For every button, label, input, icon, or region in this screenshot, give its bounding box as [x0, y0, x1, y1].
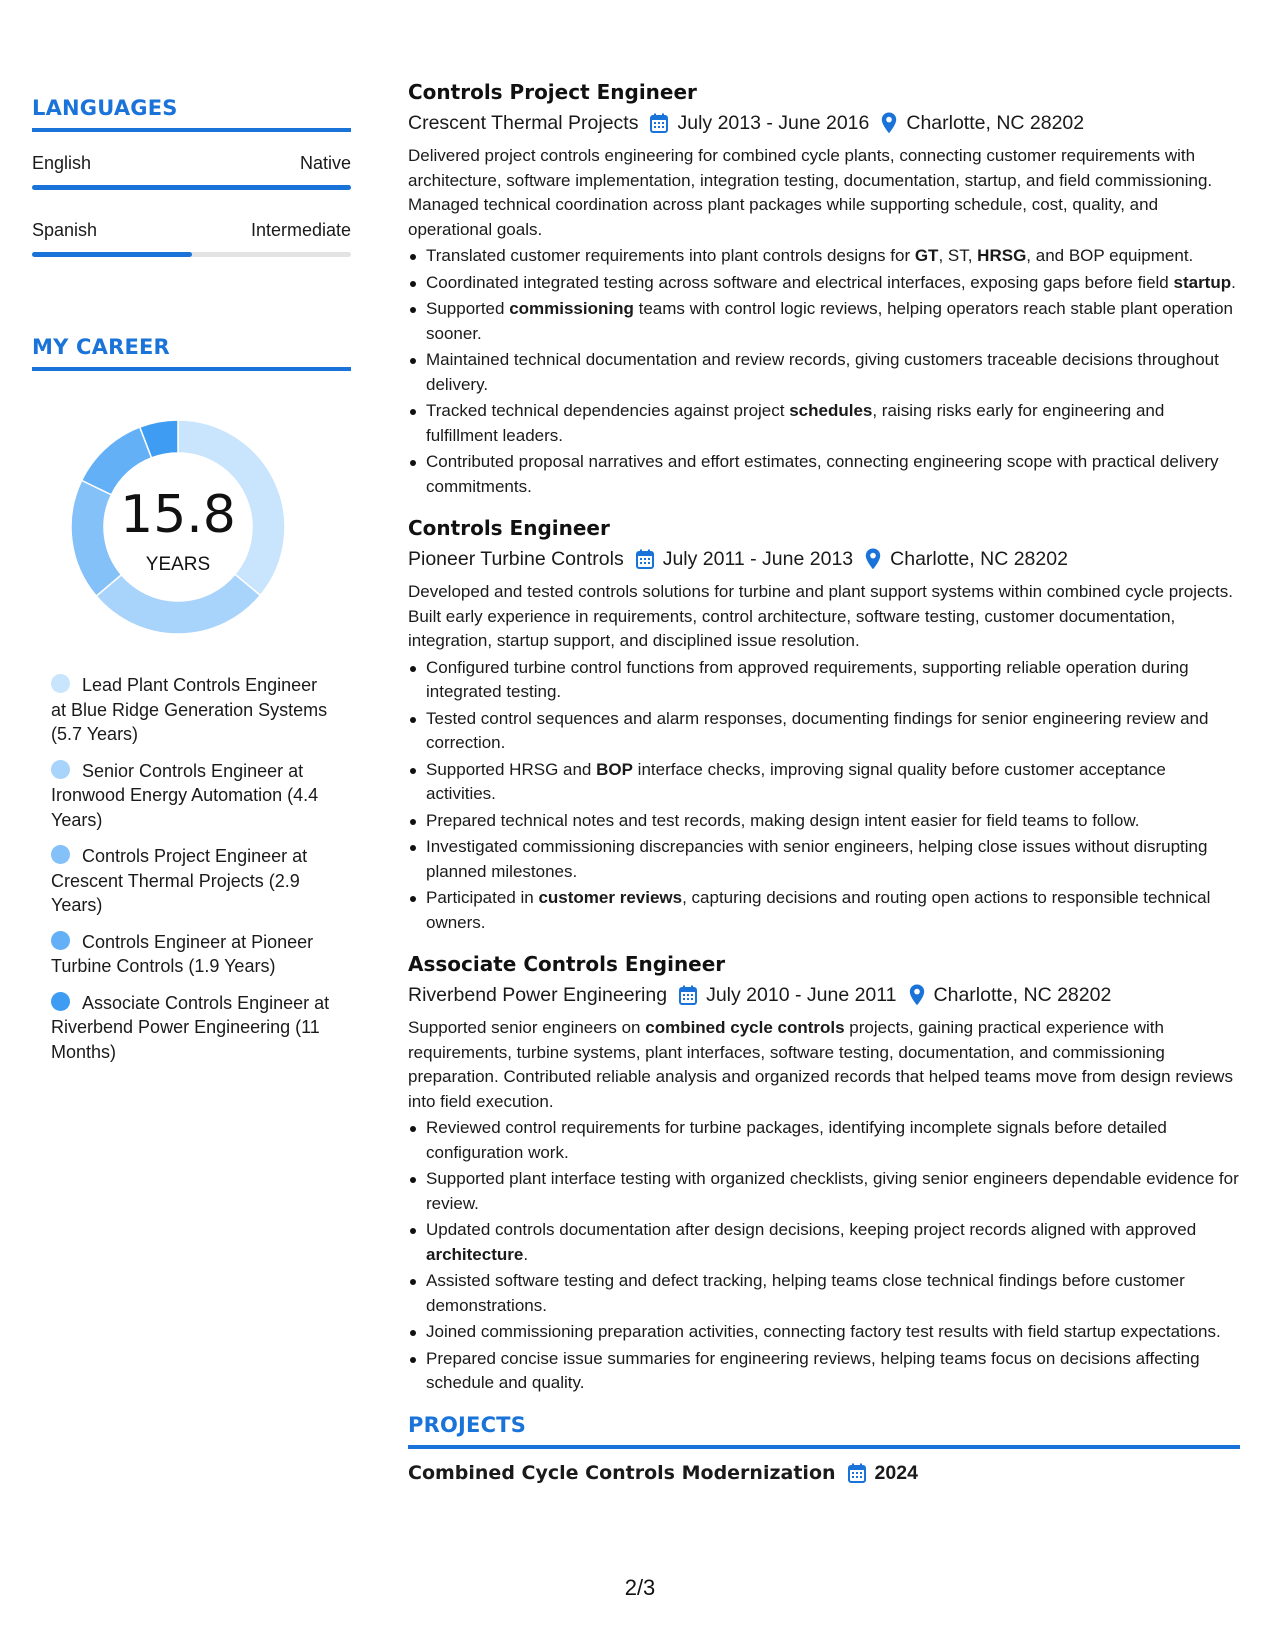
job-description: Delivered project controls engineering for combined cycle plants, connecting customer requirements with architecture, software implementation, integration testing, documentation, startup, and field commissioning. Managed technical coordination across plant packages while supporting schedule, cost, quality, and operational goals. [408, 146, 1213, 239]
legend-swatch [51, 845, 70, 864]
calendar-icon [848, 1463, 866, 1483]
job-dates: July 2013 - June 2016 [677, 112, 870, 134]
career-legend-item [51, 759, 332, 833]
main-content [408, 78, 1240, 1487]
language-name: Spanish [32, 220, 98, 240]
experience-bullet: Maintained technical documentation and review records, giving customers traceable decisions throughout delivery. [408, 348, 1240, 397]
project-item [408, 1459, 1240, 1487]
project-year: 2024 [874, 1461, 918, 1484]
language-level: Native [299, 153, 351, 173]
language-item [32, 218, 351, 257]
job-location: Charlotte, NC 28202 [933, 984, 1112, 1006]
legend-label: Controls Engineer at Pioneer Turbine Controls (1.9 Years) [51, 931, 314, 976]
experience-bullet: Tested control sequences and alarm responses, documenting findings for senior engineering review and correction. [408, 707, 1240, 756]
location-pin-icon [881, 112, 897, 134]
sidebar [32, 94, 351, 1076]
career-heading: MY CAREER [32, 335, 170, 359]
job-description: Developed and tested controls solutions for turbine and plant support systems within combined cycle projects. Built early experience in requirements, control architecture, software testing, customer documentation, integration, startup support, and disciplined issue resolution. [408, 582, 1233, 650]
job-dates: July 2011 - June 2013 [662, 548, 854, 570]
career-legend-item [51, 844, 332, 918]
career-legend [32, 673, 332, 1064]
job-location: Charlotte, NC 28202 [906, 112, 1085, 134]
job-bullets [408, 1116, 1240, 1396]
language-proficiency-bar [32, 252, 351, 257]
legend-swatch [51, 674, 70, 693]
language-item [32, 151, 351, 190]
language-proficiency-fill [32, 185, 351, 190]
legend-label: Senior Controls Engineer at Ironwood Energy Automation (4.4 Years) [51, 760, 319, 830]
language-proficiency-bar [32, 185, 351, 190]
projects-heading: PROJECTS [408, 1412, 527, 1437]
legend-label: Associate Controls Engineer at Riverbend Power Engineering (11 Months) [51, 992, 330, 1062]
career-rule [32, 367, 351, 371]
job-location: Charlotte, NC 28202 [890, 548, 1068, 570]
job-title: Controls Engineer [408, 516, 610, 540]
experience-bullet: Prepared technical notes and test records, making design intent easier for field teams to follow. [408, 809, 1240, 834]
company-name: Pioneer Turbine Controls [408, 548, 624, 570]
projects-rule [408, 1445, 1240, 1449]
experience-bullet: Supported HRSG and BOP interface checks, improving signal quality before customer acceptance activities. [408, 758, 1240, 807]
experience-item [408, 514, 1240, 935]
legend-swatch [51, 992, 70, 1011]
experience-bullet: Investigated commissioning discrepancies with senior engineers, helping close issues without disrupting planned milestones. [408, 835, 1240, 884]
location-pin-icon [909, 984, 925, 1006]
experience-bullet: Assisted software testing and defect tracking, helping teams close technical findings before customer demonstrations. [408, 1269, 1240, 1318]
experience-bullet: Coordinated integrated testing across software and electrical interfaces, exposing gaps before field startup. [408, 271, 1240, 296]
job-title: Controls Project Engineer [408, 80, 697, 104]
experience-bullet: Configured turbine control functions from approved requirements, supporting reliable operation during integrated testing. [408, 656, 1240, 705]
legend-swatch [51, 931, 70, 950]
experience-item [408, 78, 1240, 499]
career-legend-item [51, 673, 332, 747]
experience-bullet: Participated in customer reviews, capturing decisions and routing open actions to responsible technical owners. [408, 886, 1240, 935]
career-donut-chart [66, 415, 290, 639]
language-proficiency-fill [32, 252, 192, 257]
experience-bullet: Contributed proposal narratives and effort estimates, connecting engineering scope with practical delivery commitments. [408, 450, 1240, 499]
languages-rule [32, 128, 351, 132]
experience-bullet: Supported commissioning teams with control logic reviews, helping operators reach stable plant operation sooner. [408, 297, 1240, 346]
career-section [32, 333, 351, 1064]
projects-section [408, 1411, 1240, 1487]
career-donut-segment [96, 574, 260, 634]
experience-bullet: Joined commissioning preparation activities, connecting factory test results with field startup expectations. [408, 1320, 1240, 1345]
calendar-icon [636, 549, 654, 569]
career-legend-item [51, 991, 332, 1065]
job-bullets [408, 656, 1240, 936]
job-bullets [408, 244, 1240, 499]
career-total-years: 15.8 [120, 485, 236, 545]
career-total-unit: YEARS [145, 554, 211, 575]
calendar-icon [650, 113, 668, 133]
company-name: Crescent Thermal Projects [408, 112, 639, 134]
location-pin-icon [865, 548, 881, 570]
legend-label: Controls Project Engineer at Crescent Thermal Projects (2.9 Years) [51, 846, 308, 915]
language-level: Intermediate [250, 220, 351, 240]
job-meta [408, 545, 1240, 573]
career-legend-item [51, 930, 332, 979]
languages-heading: LANGUAGES [32, 96, 178, 120]
page-number: 2/3 [624, 1575, 656, 1600]
experience-item [408, 950, 1240, 1396]
experience-bullet: Reviewed control requirements for turbine packages, identifying incomplete signals before detailed configuration work. [408, 1116, 1240, 1165]
job-title: Associate Controls Engineer [408, 952, 726, 976]
experience-bullet: Translated customer requirements into plant controls designs for GT, ST, HRSG, and BOP equipment. [408, 244, 1240, 269]
experience-bullet: Updated controls documentation after design decisions, keeping project records aligned with approved architecture. [408, 1218, 1240, 1267]
legend-swatch [51, 760, 70, 779]
language-name: English [32, 153, 92, 173]
project-name: Combined Cycle Controls Modernization [408, 1461, 836, 1484]
calendar-icon [679, 985, 697, 1005]
job-description: Supported senior engineers on combined cycle controls projects, gaining practical experience with requirements, turbine systems, plant interfaces, software testing, documentation, and commissioning preparation. Contributed reliable analysis and organized records that helped teams move from design reviews into field execution. [408, 1018, 1233, 1111]
experience-list [408, 78, 1240, 1396]
languages-section [32, 94, 351, 257]
job-meta [408, 981, 1240, 1009]
job-dates: July 2010 - June 2011 [706, 984, 897, 1006]
experience-bullet: Tracked technical dependencies against project schedules, raising risks early for engineering and fulfillment leaders. [408, 399, 1240, 448]
experience-bullet: Supported plant interface testing with organized checklists, giving senior engineers dependable evidence for review. [408, 1167, 1240, 1216]
company-name: Riverbend Power Engineering [408, 984, 668, 1006]
legend-label: Lead Plant Controls Engineer at Blue Ridge Generation Systems (5.7 Years) [51, 675, 328, 744]
experience-bullet: Prepared concise issue summaries for engineering reviews, helping teams focus on decisions affecting schedule and quality. [408, 1347, 1240, 1396]
job-meta [408, 109, 1240, 137]
